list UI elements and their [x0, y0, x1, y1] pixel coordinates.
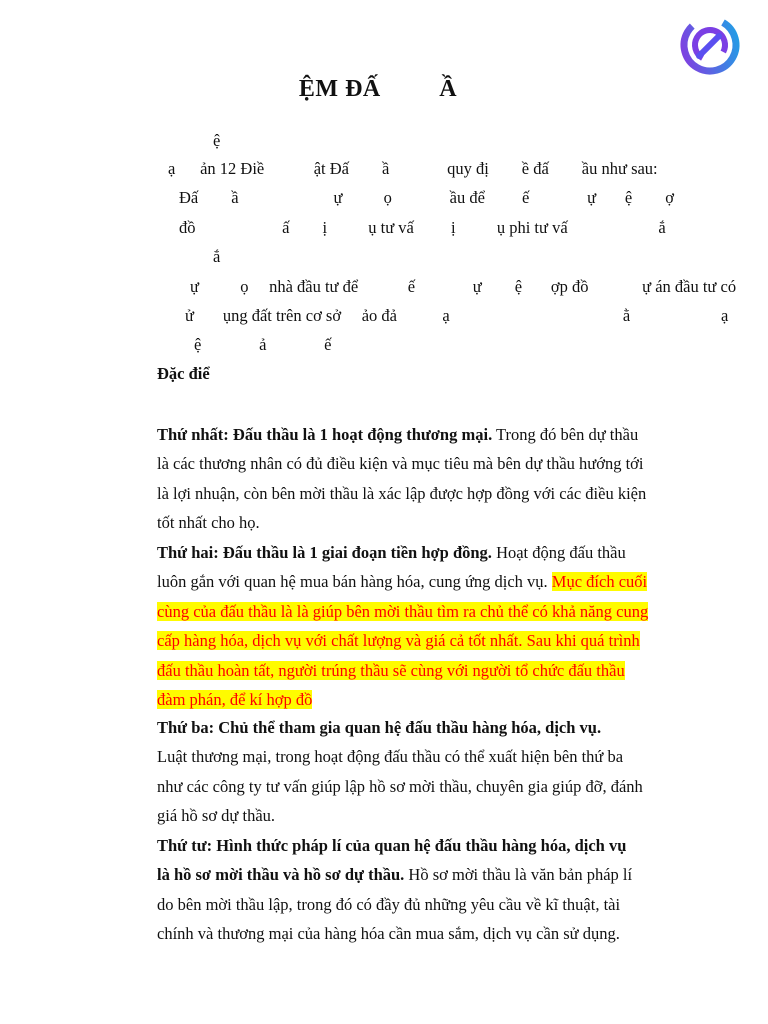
- intro-line: đồ ấ ị ụ tư vấ ị ụ phi tư vấ ắ: [179, 218, 666, 237]
- paragraph-body: Hồ sơ mời thầu là văn bản pháp lí do bên mời thầu lập, trong đó có đầy đủ những yêu cầu về kĩ thuật, tài chính và thương mại của hàng hóa cần mua sắm, dịch vụ cần sử dụng.: [157, 865, 633, 943]
- intro-line: ắ: [213, 247, 221, 266]
- document-title: ỆM ĐẤ Ầ: [298, 76, 458, 102]
- paragraph-lead: Thứ hai: Đấu thầu là 1 giai đoạn tiền hợp đồng.: [157, 542, 492, 562]
- intro-line: Đấ ầ ự ọ ầu để ế ự ệ ợ: [179, 188, 674, 207]
- section-heading: Đặc điể: [157, 364, 210, 383]
- intro-line: ệ: [213, 131, 221, 150]
- highlighted-text: Mục đích cuối cùng của đấu thầu là là giúp bên mời thầu tìm ra chủ thể có khả năng cung cấp hàng hóa, dịch vụ với chất lượng và giá cả tốt nhất. Sau khi quá trình đấu thầu hoàn tất, người trúng thầu sẽ cùng với người tổ chức đấu thầu đàm phán, để kí hợp đồ: [157, 572, 649, 709]
- paragraph-lead: Thứ nhất: Đấu thầu là 1 hoạt động thương mại.: [157, 424, 493, 444]
- intro-line: ệ ả ế: [194, 335, 332, 354]
- circular-d-logo-icon: [677, 12, 743, 78]
- intro-line: ạ ản 12 Điề ật Đấ ầ quy đị ề đấ ầu như sau:: [168, 159, 658, 178]
- paragraph-body: Hoạt động đấu thầu luôn gắn với quan hệ mua bán hàng hóa, cung ứng dịch vụ.: [157, 542, 626, 591]
- paragraph-lead: Thứ ba: Chủ thể tham gia quan hệ đấu thầu hàng hóa, dịch vụ.: [157, 717, 602, 737]
- paragraph-body: Luật thương mại, trong hoạt động đấu thầu có thể xuất hiện bên thứ ba như các công ty tư vấn giúp lập hồ sơ mời thầu, chuyên gia giúp đỡ, đánh giá hồ sơ dự thầu.: [157, 747, 643, 825]
- paragraph-lead: Thứ tư: Hình thức pháp lí của quan hệ đấu thầu hàng hóa, dịch vụ là hồ sơ mời thầu và hồ sơ dự thầu.: [157, 835, 627, 884]
- paragraph-thu-tu: [157, 801, 697, 949]
- intro-line: ử ụng đất trên cơ sở ảo đả ạ ằ ạ: [185, 306, 729, 325]
- intro-line: ự ọ nhà đầu tư để ế ự ệ ợp đồ ự án đầu tư có: [190, 277, 737, 296]
- paragraph-body: Trong đó bên dự thầu là các thương nhân có đủ điều kiện và mục tiêu mà bên dự thầu hướng tới là lợi nhuận, còn bên mời thầu là xác lập được hợp đồng với các điều kiện tốt nhất cho họ.: [157, 424, 647, 532]
